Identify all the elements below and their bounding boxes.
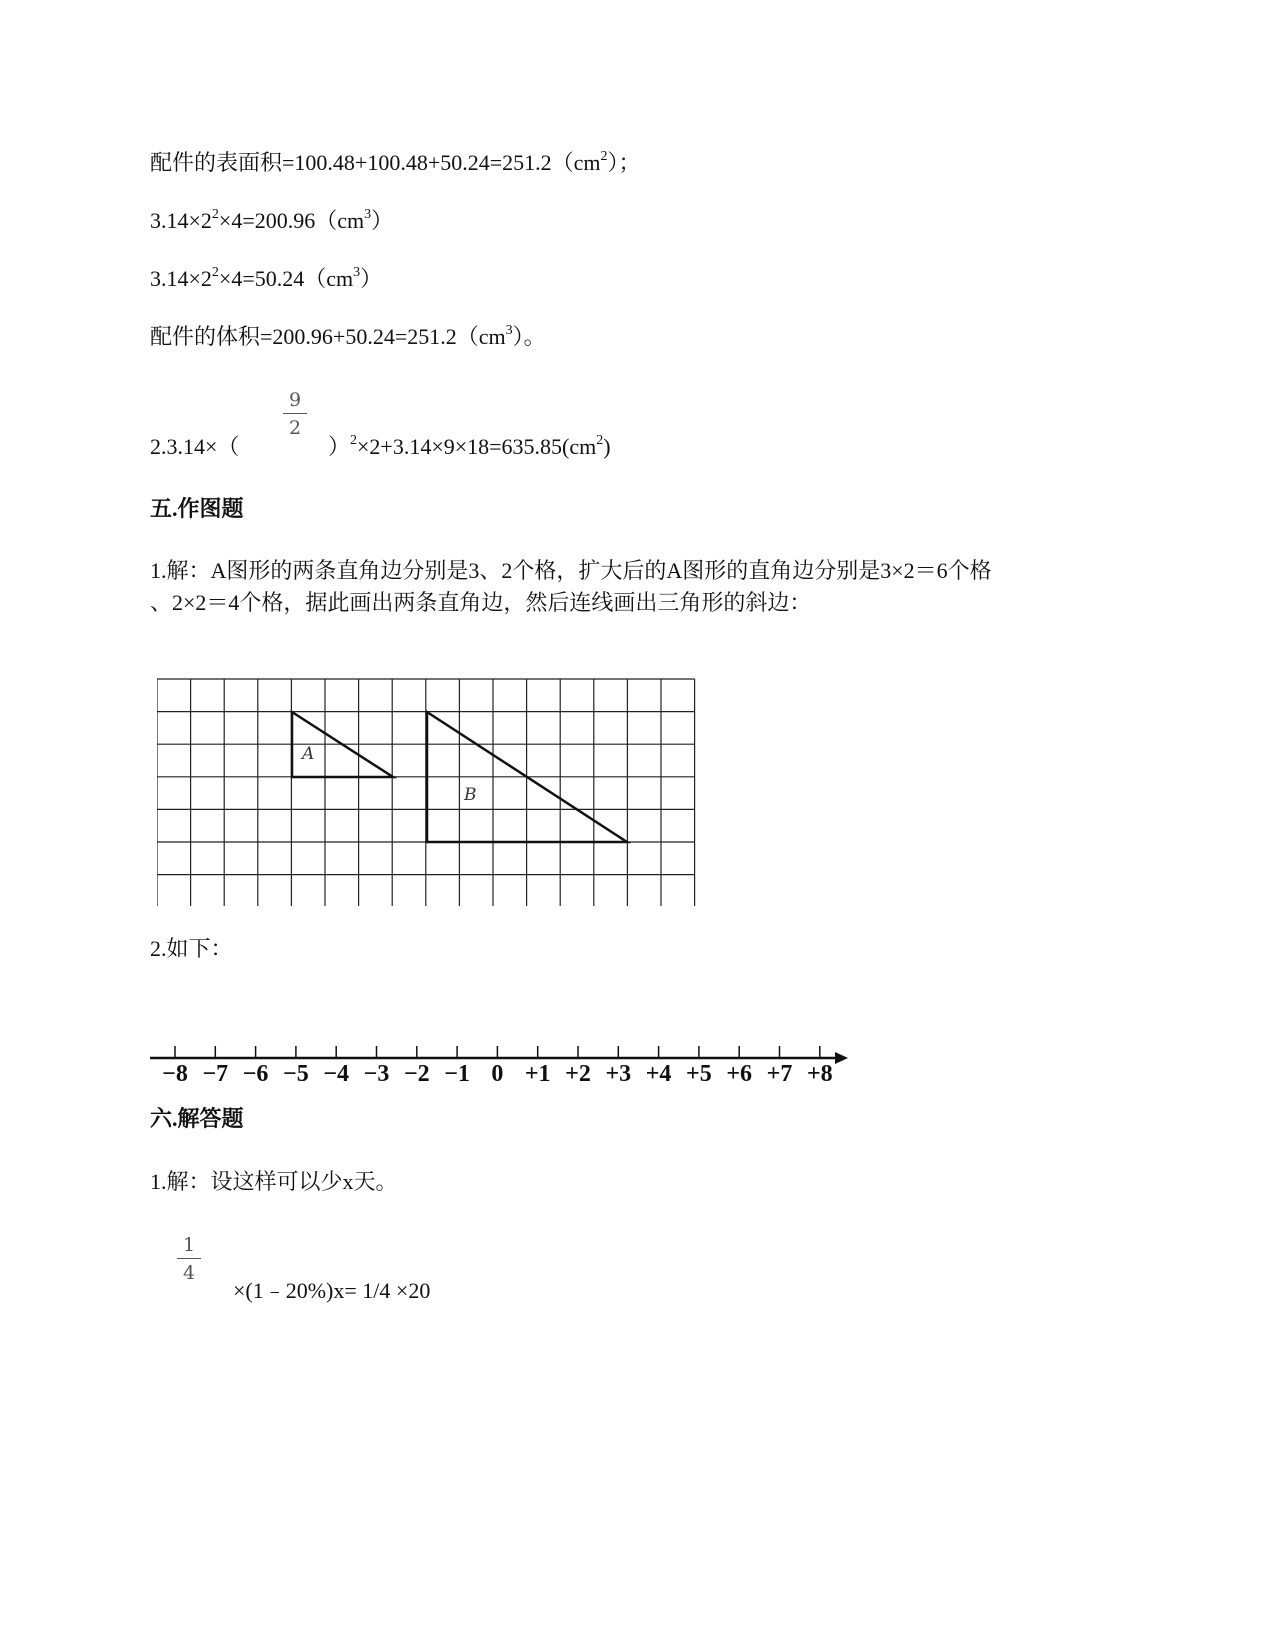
exponent: 3 xyxy=(353,264,361,280)
triangle-b-label: B xyxy=(464,785,477,805)
number-line-label: +7 xyxy=(766,1061,793,1087)
calc-text: ) xyxy=(603,434,611,459)
question-2-line-start xyxy=(150,432,239,462)
fraction-one-quarter xyxy=(177,1233,201,1285)
exponent: 2 xyxy=(596,432,604,448)
triangle-a-label: A xyxy=(302,744,315,764)
number-line-label: 0 xyxy=(491,1061,504,1087)
drawing-q2-line: 2.如下： xyxy=(150,936,233,961)
exponent: 2 xyxy=(211,264,219,280)
number-line-label: −4 xyxy=(323,1061,350,1087)
volume-total-line xyxy=(150,322,546,352)
exponent: 2 xyxy=(600,148,608,164)
number-line-label: −2 xyxy=(403,1061,430,1087)
fraction-bar xyxy=(283,413,307,414)
calc-text: ） xyxy=(371,208,394,233)
fraction-denominator: 2 xyxy=(288,417,302,439)
exponent: 3 xyxy=(505,322,513,338)
fraction-numerator: 1 xyxy=(182,1234,196,1256)
calc-text: 3.14×2 xyxy=(150,266,212,291)
number-line-label: +6 xyxy=(726,1061,753,1087)
number-line-label: +5 xyxy=(686,1061,712,1087)
surface-area-end: ）； xyxy=(607,150,641,175)
number-line xyxy=(150,1038,850,1100)
number-line-label: −6 xyxy=(242,1061,269,1087)
section-6-heading: 六.解答题 xyxy=(150,1106,244,1131)
surface-area-line xyxy=(150,148,641,178)
number-line-ticks xyxy=(162,1046,832,1087)
volume-calc-line-2 xyxy=(150,264,382,294)
calc-text: ×4=50.24（cm xyxy=(218,266,354,291)
calc-text: ） xyxy=(328,434,351,459)
fraction-nine-halves xyxy=(283,388,307,440)
number-line-arrow-icon xyxy=(835,1052,848,1064)
volume-text: 配件的体积=200.96+50.24=251.2（cm xyxy=(150,324,506,349)
answer-q1-line-1: 1.解：设这样可以少x天。 xyxy=(150,1169,398,1194)
calc-text: ×2+3.14×9×18=635.85(cm xyxy=(357,434,597,459)
number-line-label: −1 xyxy=(444,1061,470,1087)
drawing-q1-line-2: 、2×2＝4个格，据此画出两条直角边，然后连线画出三角形的斜边： xyxy=(150,590,812,615)
number-line-label: +3 xyxy=(605,1061,632,1087)
fraction-denominator: 4 xyxy=(182,1262,196,1284)
number-line-label: +4 xyxy=(645,1061,672,1087)
question-2-line-end xyxy=(328,432,611,462)
exponent: 3 xyxy=(364,206,372,222)
number-line-label: −7 xyxy=(202,1061,229,1087)
calc-text: 2.3.14×（ xyxy=(150,434,240,459)
fraction-numerator: 9 xyxy=(288,389,302,411)
number-line-label: −5 xyxy=(283,1061,309,1087)
grid-figure xyxy=(157,676,697,906)
number-line-label: −3 xyxy=(363,1061,390,1087)
calc-text: ） xyxy=(360,266,383,291)
volume-calc-line-1 xyxy=(150,206,393,236)
surface-area-text: 配件的表面积=100.48+100.48+50.24=251.2（cm xyxy=(150,150,601,175)
calc-text: ×4=200.96（cm xyxy=(218,208,365,233)
volume-end: ）。 xyxy=(512,324,546,349)
section-5-heading: 五.作图题 xyxy=(150,496,244,521)
number-line-label: +1 xyxy=(524,1061,551,1087)
answer-q1-equation: ×(1﹣20%)x= 1/4 ×20 xyxy=(233,1278,431,1303)
fraction-bar xyxy=(177,1258,201,1259)
calc-text: 3.14×2 xyxy=(150,208,212,233)
number-line-label: +2 xyxy=(565,1061,591,1087)
number-line-label: +8 xyxy=(806,1061,833,1087)
number-line-label: −8 xyxy=(162,1061,188,1087)
drawing-q1-line-1: 1.解：A图形的两条直角边分别是3、2个格，扩大后的A图形的直角边分别是3×2＝6个格 xyxy=(150,558,992,583)
exponent: 2 xyxy=(211,206,219,222)
exponent: 2 xyxy=(350,432,358,448)
